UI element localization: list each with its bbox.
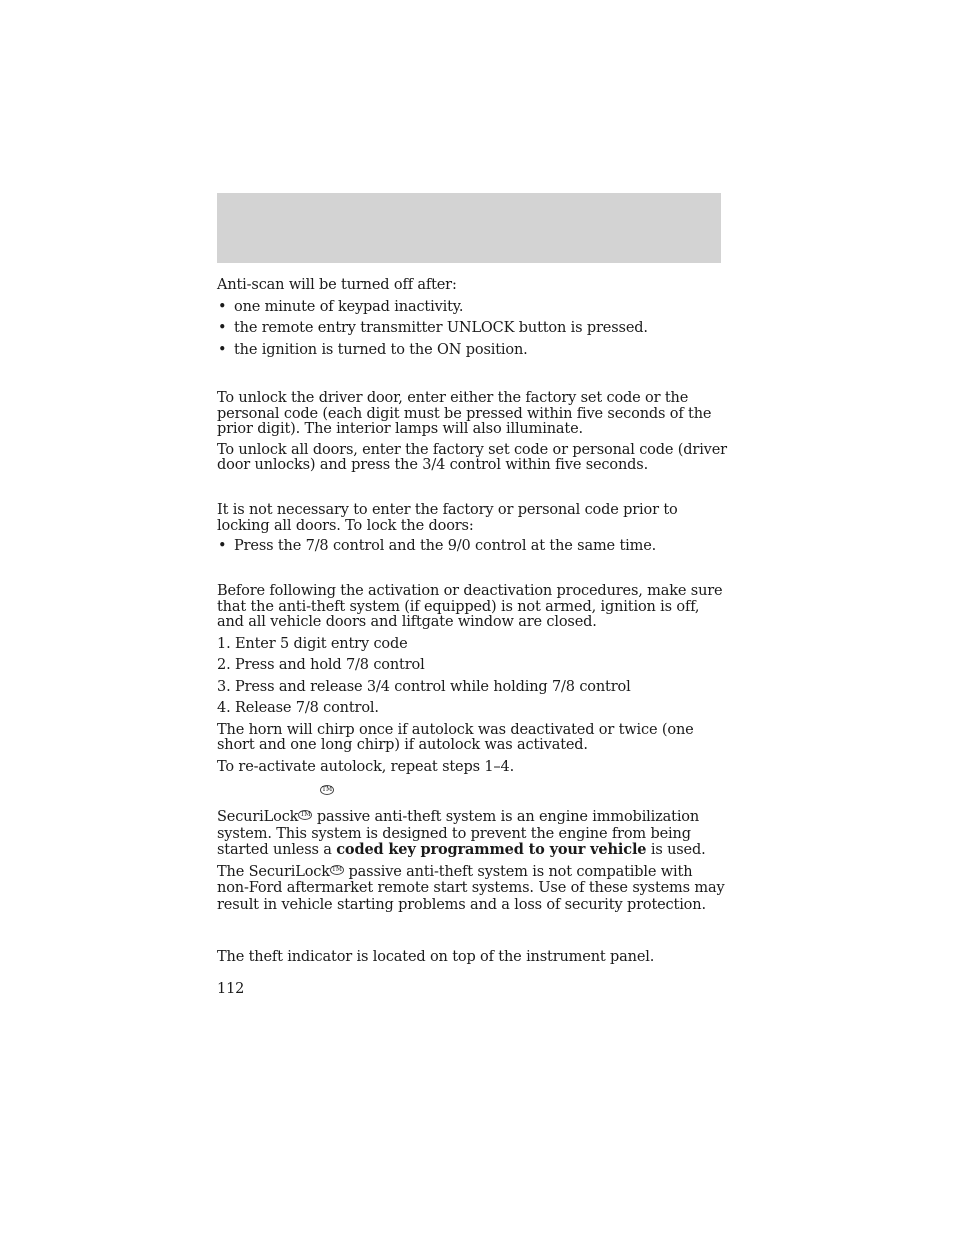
trademark-symbol: TM: [322, 786, 333, 793]
anti-scan-section: [217, 278, 727, 358]
lock-paragraph: It is not necessary to enter the factory or personal code prior to locking all doors. To lock the doors:: [217, 502, 678, 534]
anti-scan-intro: Anti-scan will be turned off after:: [217, 277, 457, 293]
securilock-section: [217, 809, 727, 913]
securilock-text: passive anti-theft system is not compatible with non-Ford aftermarket remote start systems. Use of these systems may result in vehicle starting problems and a loss of security protection.: [217, 863, 725, 913]
securilock-emphasis: coded key programmed to your vehicle: [336, 841, 647, 858]
securilock-paragraph-2: [217, 864, 727, 914]
page-number: 112: [217, 981, 245, 997]
securilock-paragraph-1: [217, 809, 727, 859]
securilock-text: The SecuriLock: [217, 863, 330, 880]
header-band: [217, 193, 721, 263]
autolock-step: 4. Release 7/8 control.: [217, 700, 379, 716]
autolock-paragraph-1: Before following the activation or deactivation procedures, make sure that the anti-theft system (if equipped) is not armed, ignition is off, and all vehicle doors and liftgate window are closed.: [217, 583, 723, 630]
unlock-paragraph-1: To unlock the driver door, enter either the factory set code or the personal code (each digit must be pressed within five seconds of the prior digit). The interior lamps will also illuminate.: [217, 390, 712, 437]
autolock-paragraph-2: The horn will chirp once if autolock was deactivated or twice (one short and one long chirp) if autolock was activated.: [217, 721, 694, 753]
unlock-section: [217, 391, 727, 474]
securilock-text: is used.: [646, 842, 706, 858]
trademark-symbol: TM: [331, 865, 343, 873]
autolock-step: 2. Press and hold 7/8 control: [217, 657, 425, 673]
list-item: • one minute of keypad inactivity.: [217, 300, 727, 316]
autolock-step: 1. Enter 5 digit entry code: [217, 635, 408, 652]
unlock-paragraph-2: To unlock all doors, enter the factory set code or personal code (driver door unlocks) and press the 3/4 control within five seconds.: [217, 441, 727, 473]
theft-indicator-text: The theft indicator is located on top of the instrument panel.: [217, 949, 655, 965]
securilock-text: passive anti-theft system is an engine immobilization system. This system is designed to prevent the engine from being started unless a: [217, 809, 700, 858]
lock-section: [217, 503, 727, 555]
autolock-step: 3. Press and release 3/4 control while holding 7/8 control: [217, 678, 631, 695]
list-item: • the ignition is turned to the ON position.: [217, 343, 727, 359]
list-item: • the remote entry transmitter UNLOCK button is pressed.: [217, 321, 727, 337]
autolock-paragraph-3: To re-activate autolock, repeat steps 1–4.: [217, 758, 515, 775]
trademark-symbol: TM: [300, 811, 311, 818]
securilock-brand: SecuriLock: [217, 809, 299, 825]
list-item: • Press the 7/8 control and the 9/0 control at the same time.: [217, 539, 727, 555]
autolock-section: [217, 584, 727, 775]
